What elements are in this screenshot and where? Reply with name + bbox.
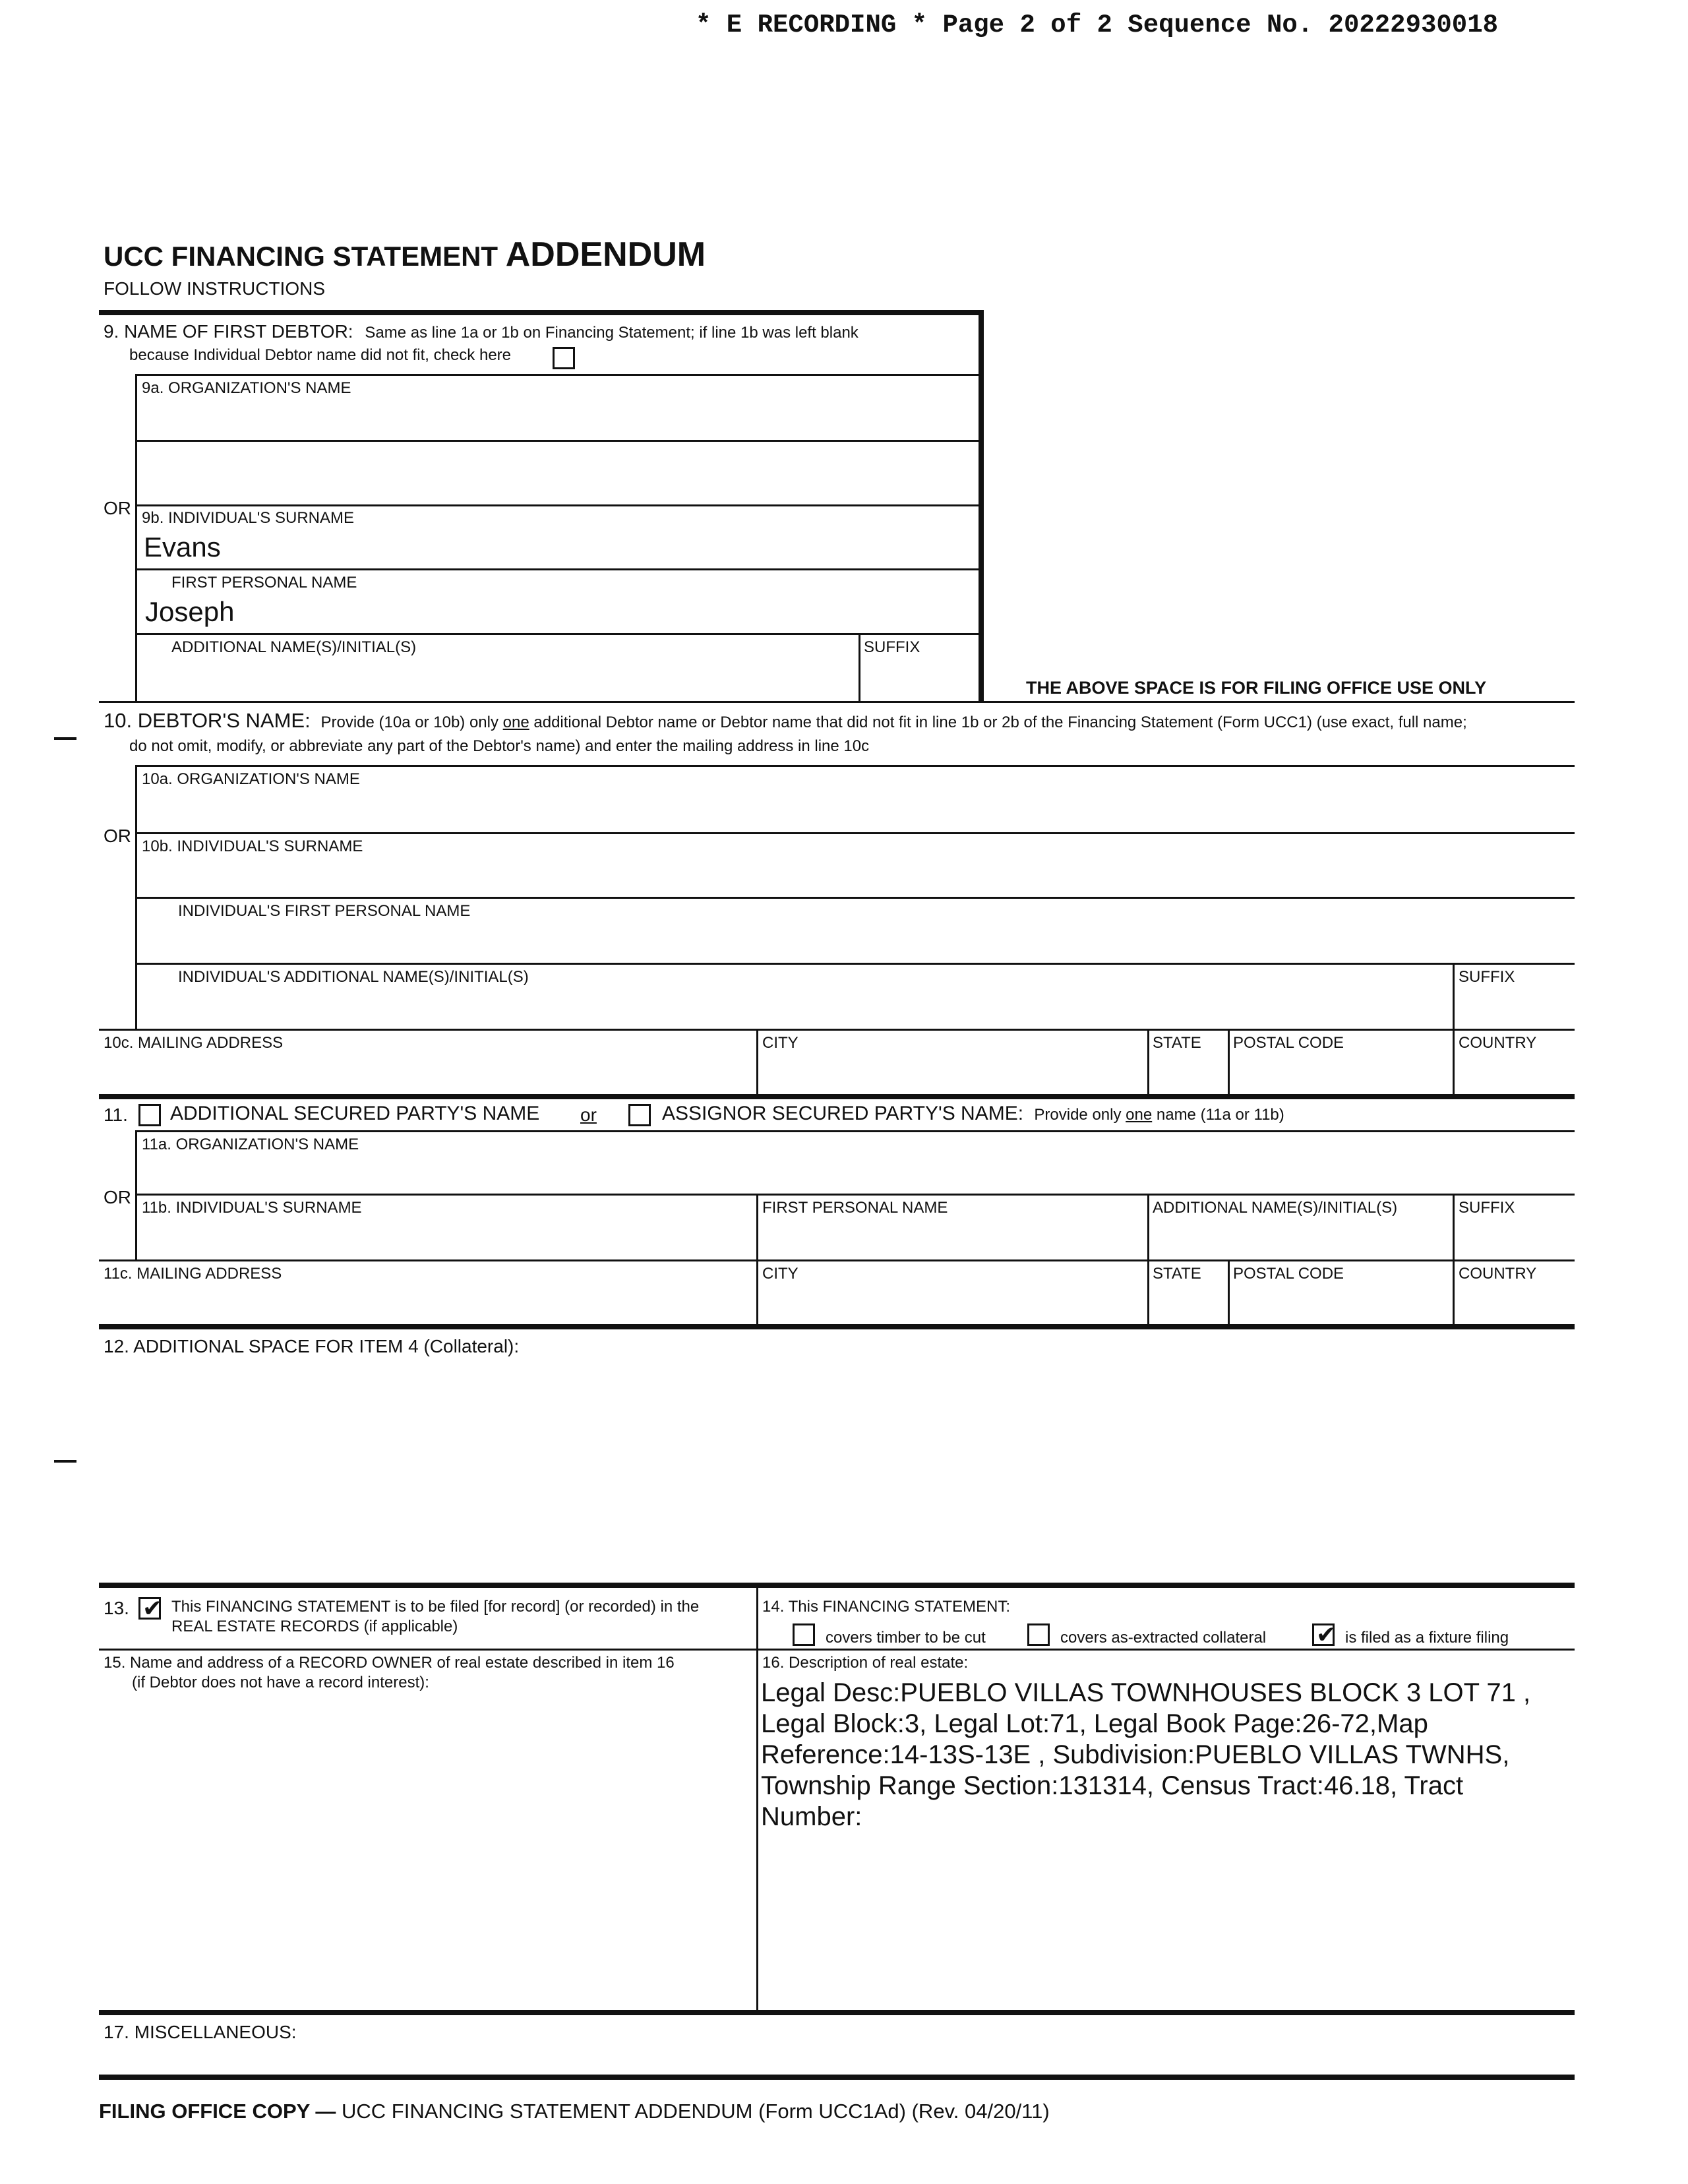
item10-postal-label: POSTAL CODE: [1233, 1034, 1344, 1052]
item13-text-line2: REAL ESTATE RECORDS (if applicable): [171, 1618, 458, 1635]
item10-rule-1: [135, 765, 1575, 767]
item11a-label: 11a. ORGANIZATION'S NAME: [142, 1136, 359, 1153]
item9-or-label: OR: [104, 498, 131, 518]
item11-rule-1: [135, 1130, 1575, 1132]
item10-note-u: one: [502, 713, 529, 731]
item10-additional-label: INDIVIDUAL'S ADDITIONAL NAME(S)/INITIAL(S): [178, 968, 529, 986]
item10-or-label: OR: [104, 826, 131, 846]
item10-city-divider: [756, 1029, 758, 1095]
margin-tick-2: [54, 1460, 76, 1463]
item9-top-rule: [99, 310, 984, 315]
item11c-label: 11c. MAILING ADDRESS: [104, 1265, 282, 1283]
item14-timber-checkbox[interactable]: [793, 1623, 815, 1646]
item11-or-word: or: [580, 1105, 597, 1125]
item10a-label: 10a. ORGANIZATION'S NAME: [142, 770, 360, 788]
item11-note-a: Provide only: [1034, 1106, 1126, 1124]
footer-rule: [99, 2075, 1575, 2080]
item14-extracted-label: covers as-extracted collateral: [1060, 1629, 1267, 1647]
item10-rule-4: [135, 963, 1575, 965]
item9b-label: 9b. INDIVIDUAL'S SURNAME: [142, 509, 354, 527]
item10-suffix-label: SUFFIX: [1459, 968, 1515, 986]
item9-rule-3: [135, 504, 979, 506]
item9-suffix-label: SUFFIX: [864, 638, 920, 656]
recording-stamp: * E RECORDING * Page 2 of 2 Sequence No. 20222930018: [696, 11, 1498, 40]
item10-state-divider: [1147, 1029, 1149, 1095]
item16-label: 16. Description of real estate:: [762, 1654, 969, 1672]
item9-checkbox[interactable]: [553, 347, 575, 369]
item13-checkbox[interactable]: [138, 1597, 161, 1620]
item10-heading-label: 10. DEBTOR'S NAME:: [104, 709, 311, 732]
item16-line: Legal Block:3, Legal Lot:71, Legal Book Page:26-72,Map: [761, 1709, 1428, 1738]
item9-first-value: Joseph: [145, 596, 235, 627]
item16-line: Reference:14-13S-13E , Subdivision:PUEBLO VILLAS TWNHS,: [761, 1740, 1510, 1769]
item11-number: 11.: [104, 1105, 128, 1125]
item13-16-center-divider: [756, 1583, 758, 2011]
item9-additional-label: ADDITIONAL NAME(S)/INITIAL(S): [171, 638, 417, 656]
item11-suffix-label: SUFFIX: [1459, 1199, 1515, 1217]
item9-left-rule: [135, 374, 137, 701]
item10-city-label: CITY: [762, 1034, 799, 1052]
item14-fixture-label: is filed as a fixture filing: [1345, 1629, 1509, 1647]
item15-label-line2: (if Debtor does not have a record interest):: [132, 1674, 429, 1691]
item11-assignor-text: ASSIGNOR SECURED PARTY'S NAME:: [662, 1103, 1024, 1124]
item10-country-label: COUNTRY: [1459, 1034, 1537, 1052]
item11-top-rule: [99, 1094, 1575, 1099]
item14-timber-label: covers timber to be cut: [826, 1629, 986, 1647]
item14-fixture-checkbox[interactable]: [1312, 1622, 1337, 1649]
item11-state-label: STATE: [1153, 1265, 1201, 1283]
item11-rule-3: [99, 1259, 1575, 1261]
item9-rule-2: [135, 440, 979, 442]
item15-top-rule: [99, 1649, 1575, 1651]
item10-top-rule: [99, 701, 1575, 703]
item10-state-label: STATE: [1153, 1034, 1201, 1052]
item10-rule-5: [99, 1029, 1575, 1031]
item11-postal-divider: [1228, 1259, 1230, 1325]
item11-left-rule: [135, 1130, 137, 1261]
filing-office-note: THE ABOVE SPACE IS FOR FILING OFFICE USE ONLY: [1026, 678, 1487, 698]
item11-note: [1034, 1106, 1284, 1124]
item17-label: 17. MISCELLANEOUS:: [104, 2022, 297, 2042]
item10-heading: [104, 709, 1467, 733]
form-title: [104, 235, 706, 274]
form-title-main: UCC FINANCING STATEMENT: [104, 241, 498, 272]
item16-line: Legal Desc:PUEBLO VILLAS TOWNHOUSES BLOCK 3 LOT 71 ,: [761, 1678, 1531, 1707]
item12-label: 12. ADDITIONAL SPACE FOR ITEM 4 (Collateral):: [104, 1336, 520, 1356]
footer: [99, 2100, 1050, 2123]
item10-note-line2: do not omit, modify, or abbreviate any part of the Debtor's name) and enter the mailing address in line 10c: [129, 737, 870, 755]
item11-first-label: FIRST PERSONAL NAME: [762, 1199, 948, 1217]
item9-rule-1: [135, 374, 979, 376]
item13-number: 13.: [104, 1598, 129, 1618]
item14-extracted-checkbox[interactable]: [1027, 1623, 1050, 1646]
item9-heading: [104, 321, 859, 342]
item16-line: Number:: [761, 1802, 862, 1831]
item10-first-label: INDIVIDUAL'S FIRST PERSONAL NAME: [178, 902, 471, 920]
item11-postal-label: POSTAL CODE: [1233, 1265, 1344, 1283]
item9-first-label: FIRST PERSONAL NAME: [171, 574, 357, 592]
follow-instructions: FOLLOW INSTRUCTIONS: [104, 278, 326, 299]
item9-heading-label: 9. NAME OF FIRST DEBTOR:: [104, 321, 353, 342]
item11-note-u: one: [1126, 1106, 1153, 1124]
item16-description: [761, 1678, 1530, 1833]
footer-bold: FILING OFFICE COPY —: [99, 2100, 336, 2123]
item10-postal-divider: [1228, 1029, 1230, 1095]
item11-or-label: OR: [104, 1187, 131, 1207]
item16-line: Township Range Section:131314, Census Tract:46.18, Tract: [761, 1771, 1464, 1800]
item9-suffix-divider: [859, 633, 860, 701]
item9-rule-4: [135, 568, 979, 570]
item10-rule-3: [135, 897, 1575, 899]
item10-note-line1: [321, 713, 1467, 731]
form-title-emphasis: ADDENDUM: [505, 235, 706, 274]
item11-rule-2: [135, 1194, 1575, 1196]
item9b-surname-value: Evans: [144, 531, 221, 562]
item11-note-b: name (11a or 11b): [1152, 1106, 1284, 1124]
item10b-label: 10b. INDIVIDUAL'S SURNAME: [142, 837, 363, 855]
check-icon: ✔: [142, 1595, 163, 1622]
item14-label: 14. This FINANCING STATEMENT:: [762, 1598, 1011, 1616]
item11b-label: 11b. INDIVIDUAL'S SURNAME: [142, 1199, 362, 1217]
item9-note-line1: Same as line 1a or 1b on Financing Statement; if line 1b was left blank: [365, 324, 859, 342]
item10c-label: 10c. MAILING ADDRESS: [104, 1034, 284, 1052]
item11-city-label: CITY: [762, 1265, 799, 1283]
item13-top-rule: [99, 1583, 1575, 1588]
item13-text-line1: This FINANCING STATEMENT is to be filed [for record] (or recorded) in the: [171, 1598, 700, 1616]
item9-note-line2: because Individual Debtor name did not fit, check here: [129, 346, 512, 364]
item9-right-rule: [979, 310, 984, 701]
check-icon: ✔: [1316, 1622, 1337, 1649]
item15-label-line1: 15. Name and address of a RECORD OWNER of real estate described in item 16: [104, 1654, 675, 1672]
item11-additional-checkbox[interactable]: [138, 1104, 161, 1126]
margin-tick-1: [54, 737, 76, 740]
item10-rule-2: [135, 832, 1575, 834]
item11-country-label: COUNTRY: [1459, 1265, 1537, 1283]
item10-note-a: Provide (10a or 10b) only: [320, 713, 503, 731]
item17-top-rule: [99, 2010, 1575, 2015]
item11-assignor-label: [662, 1103, 1284, 1125]
footer-rest: UCC FINANCING STATEMENT ADDENDUM (Form UCC1Ad) (Rev. 04/20/11): [336, 2100, 1050, 2123]
item9-rule-5: [135, 633, 979, 635]
item11-additional-label: ADDITIONAL SECURED PARTY'S NAME: [170, 1103, 540, 1124]
item10-note-b: additional Debtor name or Debtor name that did not fit in line 1b or 2b of the Financing Statement (Form UCC1) (use exact, full name;: [529, 713, 1467, 731]
item12-top-rule: [99, 1324, 1575, 1329]
item11-additional-name-label: ADDITIONAL NAME(S)/INITIAL(S): [1153, 1199, 1398, 1217]
item9a-label: 9a. ORGANIZATION'S NAME: [142, 379, 351, 397]
item11-assignor-checkbox[interactable]: [628, 1104, 651, 1126]
